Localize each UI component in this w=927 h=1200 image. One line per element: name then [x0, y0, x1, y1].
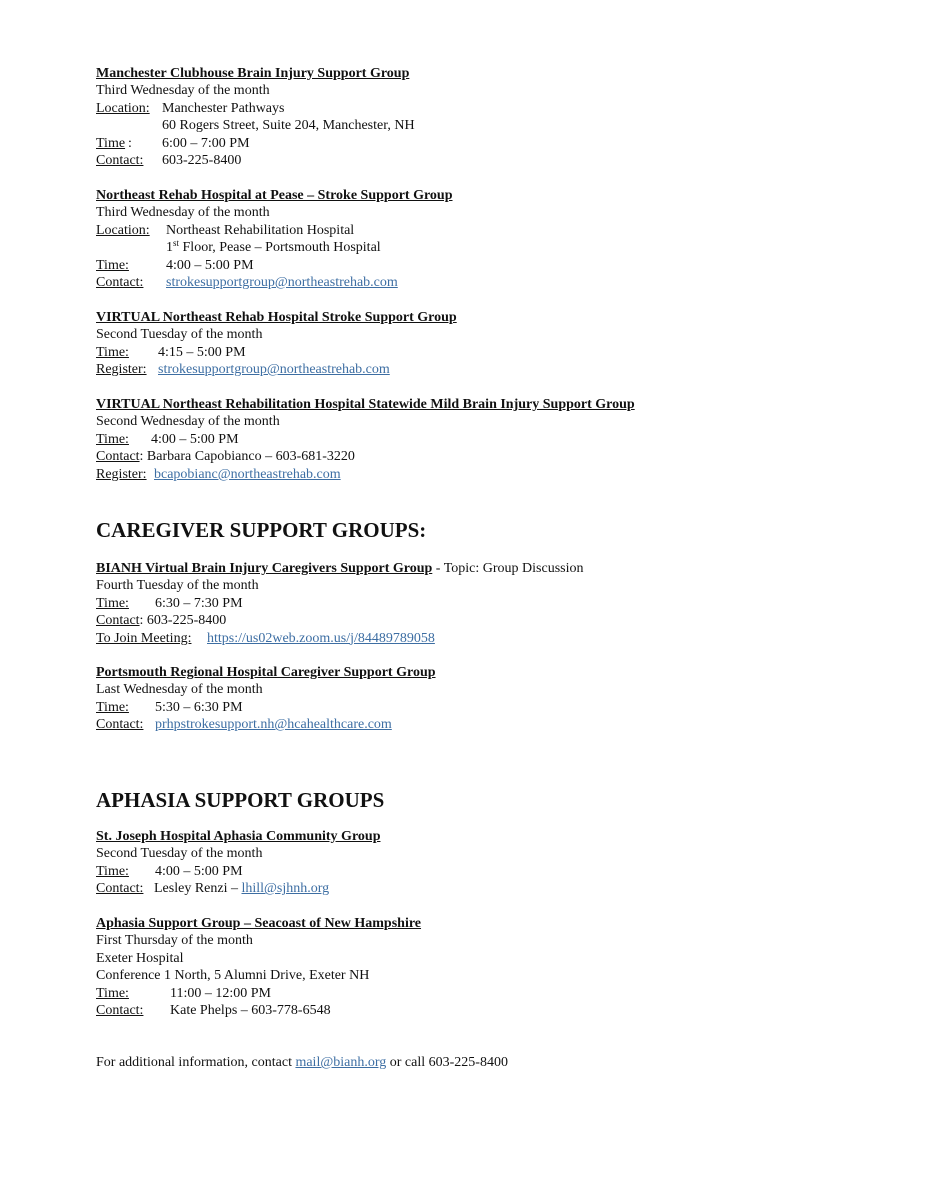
group-schedule: Fourth Tuesday of the month	[96, 578, 259, 594]
group-bianh-caregivers	[96, 561, 856, 648]
contact-label: Contact:	[96, 274, 144, 290]
footer-post: or call 603-225-8400	[386, 1055, 508, 1070]
group-title: Portsmouth Regional Hospital Caregiver Support Group	[96, 665, 436, 680]
group-title: BIANH Virtual Brain Injury Caregivers Support Group	[96, 561, 433, 576]
group-schedule: Second Wednesday of the month	[96, 414, 280, 430]
group-seacoast-aphasia	[96, 916, 856, 1020]
group-place: Exeter Hospital	[96, 950, 184, 966]
contact-email-link[interactable]: strokesupportgroup@northeastrehab.com	[166, 274, 398, 290]
time-label: Time:	[96, 431, 129, 447]
contact-name: Lesley Renzi –	[154, 881, 242, 897]
location-label: Location:	[96, 222, 150, 238]
time-value: 5:30 – 6:30 PM	[155, 699, 243, 715]
group-schedule: First Thursday of the month	[96, 933, 253, 949]
location-label: Location:	[96, 100, 150, 116]
time-label: Time:	[96, 699, 129, 715]
contact-value: Kate Phelps – 603-778-6548	[170, 1002, 331, 1018]
group-virtual-stroke	[96, 310, 856, 380]
group-manchester	[96, 66, 856, 170]
group-schedule: Second Tuesday of the month	[96, 846, 263, 862]
register-label: Register:	[96, 362, 147, 378]
group-schedule: Last Wednesday of the month	[96, 682, 263, 698]
contact-label: Contact:	[96, 881, 144, 897]
group-st-joseph-aphasia	[96, 829, 856, 899]
contact-value: 603-225-8400	[162, 152, 242, 168]
group-northeast-pease	[96, 188, 856, 292]
group-title: Aphasia Support Group – Seacoast of New Hampshire	[96, 916, 422, 931]
group-schedule: Third Wednesday of the month	[96, 83, 270, 99]
time-label: Time:	[96, 595, 129, 611]
time-colon: :	[128, 135, 132, 151]
contact-value: : 603-225-8400	[139, 613, 227, 629]
location-line2: 60 Rogers Street, Suite 204, Manchester, NH	[162, 118, 415, 134]
group-virtual-mild-brain-injury	[96, 397, 856, 484]
zoom-meeting-link[interactable]: https://us02web.zoom.us/j/84489789058	[207, 630, 435, 646]
contact-value: : Barbara Capobianco – 603-681-3220	[139, 449, 355, 465]
group-title: Manchester Clubhouse Brain Injury Support Group	[96, 66, 410, 81]
register-email-link[interactable]: strokesupportgroup@northeastrehab.com	[158, 362, 390, 378]
time-value: 4:15 – 5:00 PM	[158, 344, 246, 360]
time-value: 11:00 – 12:00 PM	[170, 985, 271, 1001]
location-line1: Northeast Rehabilitation Hospital	[166, 222, 355, 238]
footer-email-link[interactable]: mail@bianh.org	[295, 1055, 387, 1070]
contact-value	[154, 881, 329, 897]
footer-pre: For additional information, contact	[96, 1055, 296, 1070]
group-portsmouth-caregiver	[96, 665, 856, 735]
time-value: 6:00 – 7:00 PM	[162, 135, 250, 151]
time-label: Time:	[96, 985, 129, 1001]
contact-label: Contact:	[96, 152, 144, 168]
join-label: To Join Meeting:	[96, 630, 192, 646]
group-title: Northeast Rehab Hospital at Pease – Stroke Support Group	[96, 188, 453, 203]
group-schedule: Third Wednesday of the month	[96, 205, 270, 221]
group-title: VIRTUAL Northeast Rehabilitation Hospital Statewide Mild Brain Injury Support Group	[96, 397, 635, 412]
contact-label: Contact	[96, 449, 140, 465]
time-value: 4:00 – 5:00 PM	[151, 431, 239, 447]
time-value: 4:00 – 5:00 PM	[155, 863, 243, 879]
time-value: 6:30 – 7:30 PM	[155, 595, 243, 611]
time-label: Time:	[96, 344, 129, 360]
location-line1: Manchester Pathways	[162, 100, 285, 116]
location-line2: 1st Floor, Pease – Portsmouth Hospital	[166, 238, 381, 256]
contact-label: Contact:	[96, 1002, 144, 1018]
section-heading-aphasia: APHASIA SUPPORT GROUPS	[96, 788, 385, 812]
time-label: Time:	[96, 257, 129, 273]
section-heading-caregiver: CAREGIVER SUPPORT GROUPS:	[96, 518, 427, 542]
time-label: Time	[96, 135, 126, 151]
contact-email-link[interactable]: prhpstrokesupport.nh@hcahealthcare.com	[155, 717, 392, 733]
register-label: Register:	[96, 466, 147, 482]
group-address: Conference 1 North, 5 Alumni Drive, Exeter NH	[96, 968, 370, 984]
group-schedule: Second Tuesday of the month	[96, 327, 263, 343]
time-label: Time:	[96, 863, 129, 879]
register-email-link[interactable]: bcapobianc@northeastrehab.com	[154, 466, 341, 482]
group-title: St. Joseph Hospital Aphasia Community Group	[96, 829, 381, 844]
footer-info	[96, 1055, 856, 1072]
contact-email-link[interactable]: lhill@sjhnh.org	[241, 881, 330, 897]
group-topic: - Topic: Group Discussion	[432, 561, 584, 576]
contact-label: Contact:	[96, 717, 144, 733]
group-title: VIRTUAL Northeast Rehab Hospital Stroke Support Group	[96, 310, 457, 325]
time-value: 4:00 – 5:00 PM	[166, 257, 254, 273]
contact-label: Contact	[96, 613, 140, 629]
